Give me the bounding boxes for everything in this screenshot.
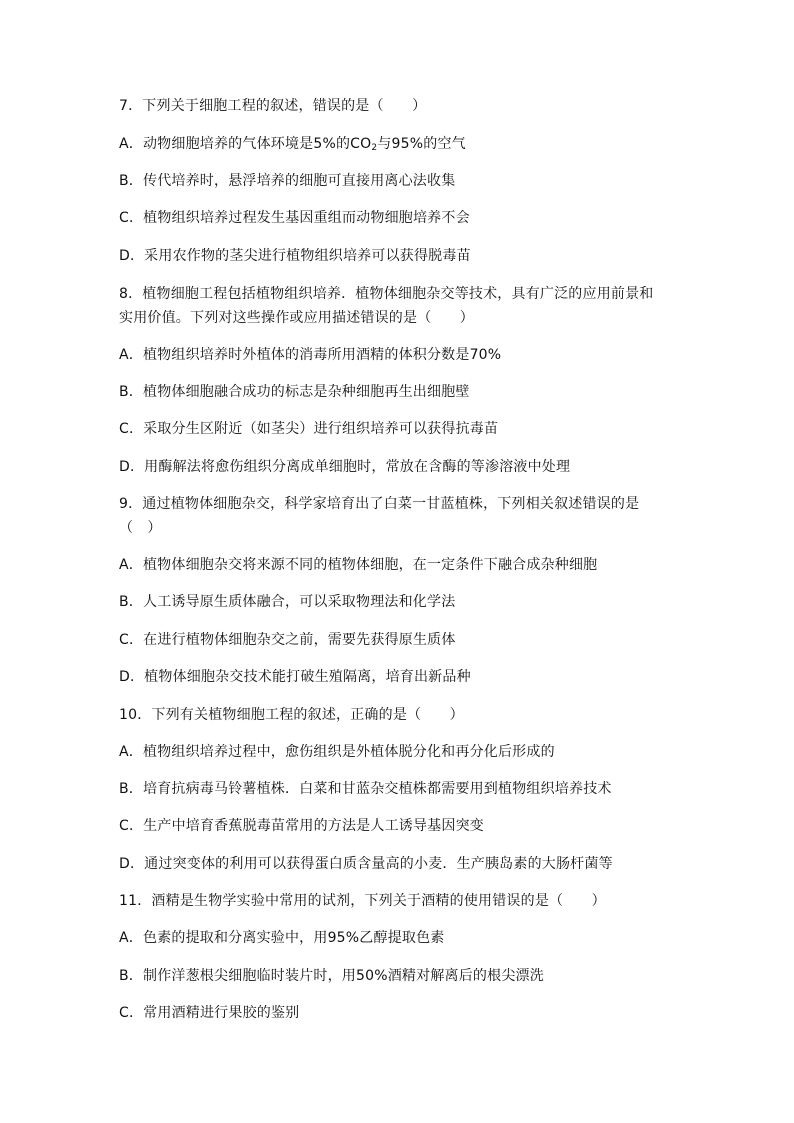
question-8-option-a: A．植物组织培养时外植体的消毒所用酒精的体积分数是70% <box>119 347 502 363</box>
question-8-stem-line-1: 8．植物细胞工程包括植物组织培养．植物体细胞杂交等技术，具有广泛的应用前景和 <box>119 286 654 302</box>
question-11-option-a: A．色素的提取和分离实验中，用95%乙醇提取色素 <box>119 930 445 946</box>
question-8-option-d: D．用酶解法将愈伤组织分离成单细胞时，常放在含酶的等渗溶液中处理 <box>119 459 571 475</box>
option-text: A．动物细胞培养的气体环境是5%的CO <box>119 136 372 152</box>
question-7-option-d: D．采用农作物的茎尖进行植物组织培养可以获得脱毒苗 <box>119 248 471 264</box>
question-7-option-c: C．植物组织培养过程发生基因重组而动物细胞培养不会 <box>119 210 470 226</box>
question-9-option-c: C．在进行植物体细胞杂交之前，需要先获得原生质体 <box>119 632 456 648</box>
question-9-option-b: B．人工诱导原生质体融合，可以采取物理法和化学法 <box>119 594 456 610</box>
question-9-option-a: A．植物体细胞杂交将来源不同的植物体细胞，在一定条件下融合成杂种细胞 <box>119 557 598 573</box>
question-8-option-b: B．植物体细胞融合成功的标志是杂种细胞再生出细胞壁 <box>119 384 470 400</box>
option-text: 与95%的空气 <box>377 136 466 152</box>
question-9-stem-line-1: 9．通过植物体细胞杂交，科学家培育出了白菜一甘蓝植株，下列相关叙述错误的是 <box>119 496 640 512</box>
question-11-option-b: B．制作洋葱根尖细胞临时装片时，用50%酒精对解离后的根尖漂洗 <box>119 968 544 984</box>
question-10-option-a: A．植物组织培养过程中，愈伤组织是外植体脱分化和再分化后形成的 <box>119 744 555 760</box>
question-9-stem-line-2: （ ） <box>119 520 162 536</box>
question-9-option-d: D．植物体细胞杂交技术能打破生殖隔离，培育出新品种 <box>119 669 471 685</box>
question-10-option-b: B．培育抗病毒马铃薯植株．白菜和甘蓝杂交植株都需要用到植物组织培养技术 <box>119 781 612 797</box>
question-10-option-d: D．通过突变体的利用可以获得蛋白质含量高的小麦．生产胰岛素的大肠杆菌等 <box>119 856 613 872</box>
question-7-option-a <box>119 134 679 158</box>
question-7-option-b: B．传代培养时，悬浮培养的细胞可直接用离心法收集 <box>119 173 456 189</box>
question-10-option-c: C．生产中培育香蕉脱毒苗常用的方法是人工诱导基因突变 <box>119 818 484 834</box>
question-8-stem-line-2: 实用价值。下列对这些操作或应用描述错误的是（ ） <box>119 310 474 326</box>
question-7-stem: 7．下列关于细胞工程的叙述，错误的是（ ） <box>119 98 427 114</box>
question-11-stem: 11．酒精是生物学实验中常用的试剂，下列关于酒精的使用错误的是（ ） <box>119 893 606 909</box>
question-10-stem: 10．下列有关植物细胞工程的叙述，正确的是（ ） <box>119 707 464 723</box>
question-8-option-c: C．采取分生区附近（如茎尖）进行组织培养可以获得抗毒苗 <box>119 421 499 437</box>
question-11-option-c: C．常用酒精进行果胶的鉴别 <box>119 1005 300 1021</box>
subscript: 2 <box>371 143 378 153</box>
